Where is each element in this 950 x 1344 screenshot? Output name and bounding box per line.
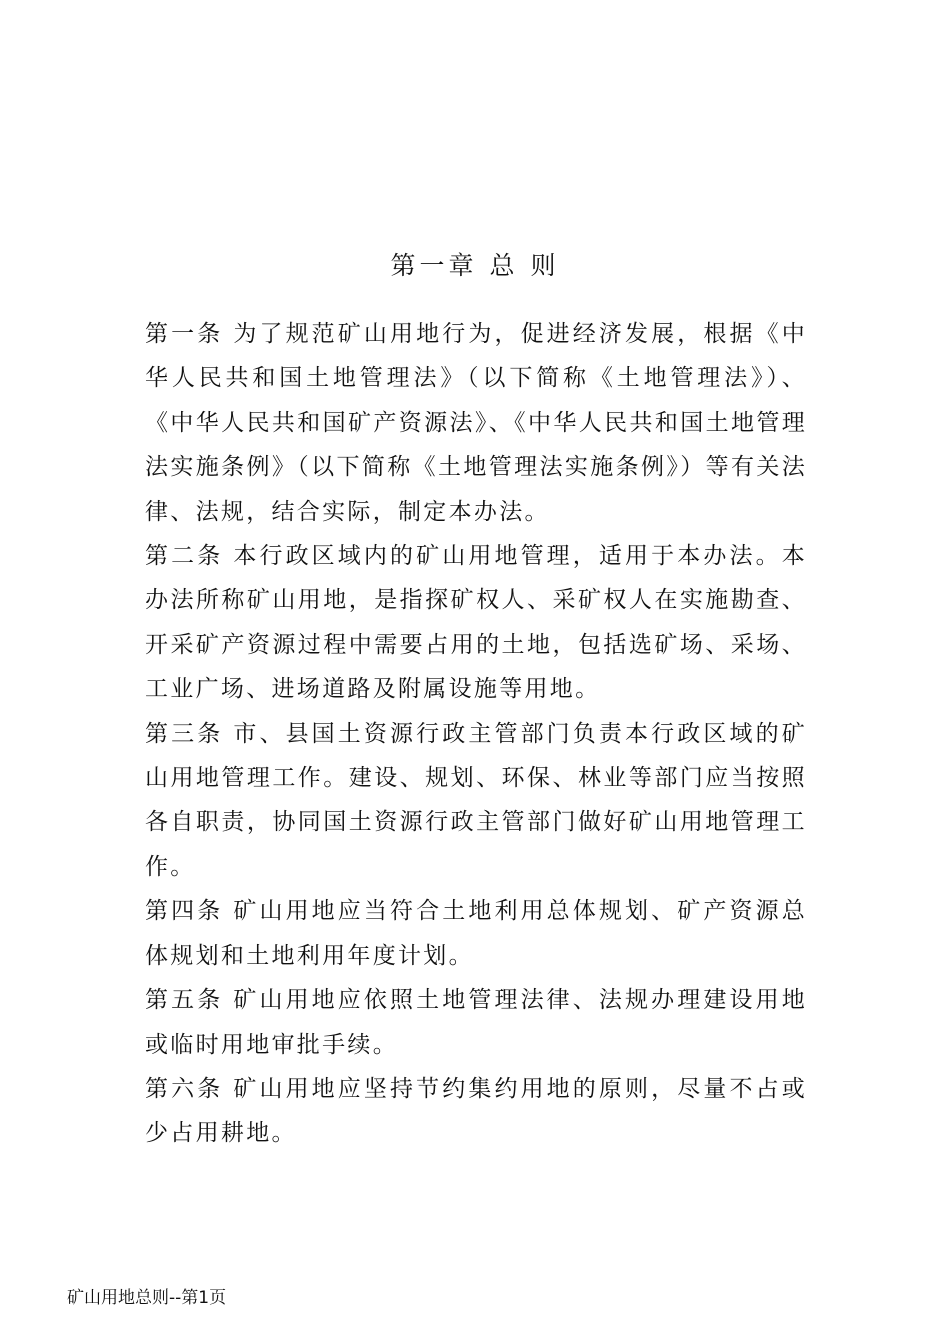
article-label: 第二条	[145, 543, 224, 570]
article-text: 矿山用地应依照土地管理法律、法规办理建设用地或临时用地审批手续。	[145, 987, 807, 1058]
article-label: 第六条	[145, 1075, 224, 1102]
article-3	[145, 712, 807, 890]
article-label: 第三条	[145, 720, 224, 747]
article-label: 第四条	[145, 898, 224, 925]
article-text: 为了规范矿山用地行为，促进经济发展，根据《中华人民共和国土地管理法》（以下简称《土地管理法》）、《中华人民共和国矿产资源法》、《中华人民共和国土地管理法实施条例》（以下简称《土地管理法实施条例》）等有关法律、法规，结合实际，制定本办法。	[145, 321, 807, 525]
article-5	[145, 978, 807, 1067]
article-6	[145, 1067, 807, 1156]
article-label: 第一条	[145, 321, 224, 347]
article-text: 本行政区域内的矿山用地管理，适用于本办法。本办法所称矿山用地，是指探矿权人、采矿权人在实施勘查、开采矿产资源过程中需要占用的土地，包括选矿场、采场、工业广场、进场道路及附属设施等用地。	[145, 543, 807, 703]
article-2	[145, 534, 807, 712]
chapter-title: 第一章 总 则	[390, 251, 560, 280]
article-text: 矿山用地应坚持节约集约用地的原则，尽量不占或少占用耕地。	[145, 1075, 807, 1147]
document-body	[145, 312, 807, 1156]
article-text: 市、县国土资源行政主管部门负责本行政区域的矿山用地管理工作。建设、规划、环保、林业等部门应当按照各自职责，协同国土资源行政主管部门做好矿山用地管理工作。	[145, 720, 807, 880]
article-1	[145, 312, 807, 534]
article-label: 第五条	[145, 987, 224, 1014]
article-text: 矿山用地应当符合土地利用总体规划、矿产资源总体规划和土地利用年度计划。	[145, 898, 807, 969]
article-4	[145, 889, 807, 978]
page-footer: 矿山用地总则--第1页	[67, 1288, 227, 1308]
